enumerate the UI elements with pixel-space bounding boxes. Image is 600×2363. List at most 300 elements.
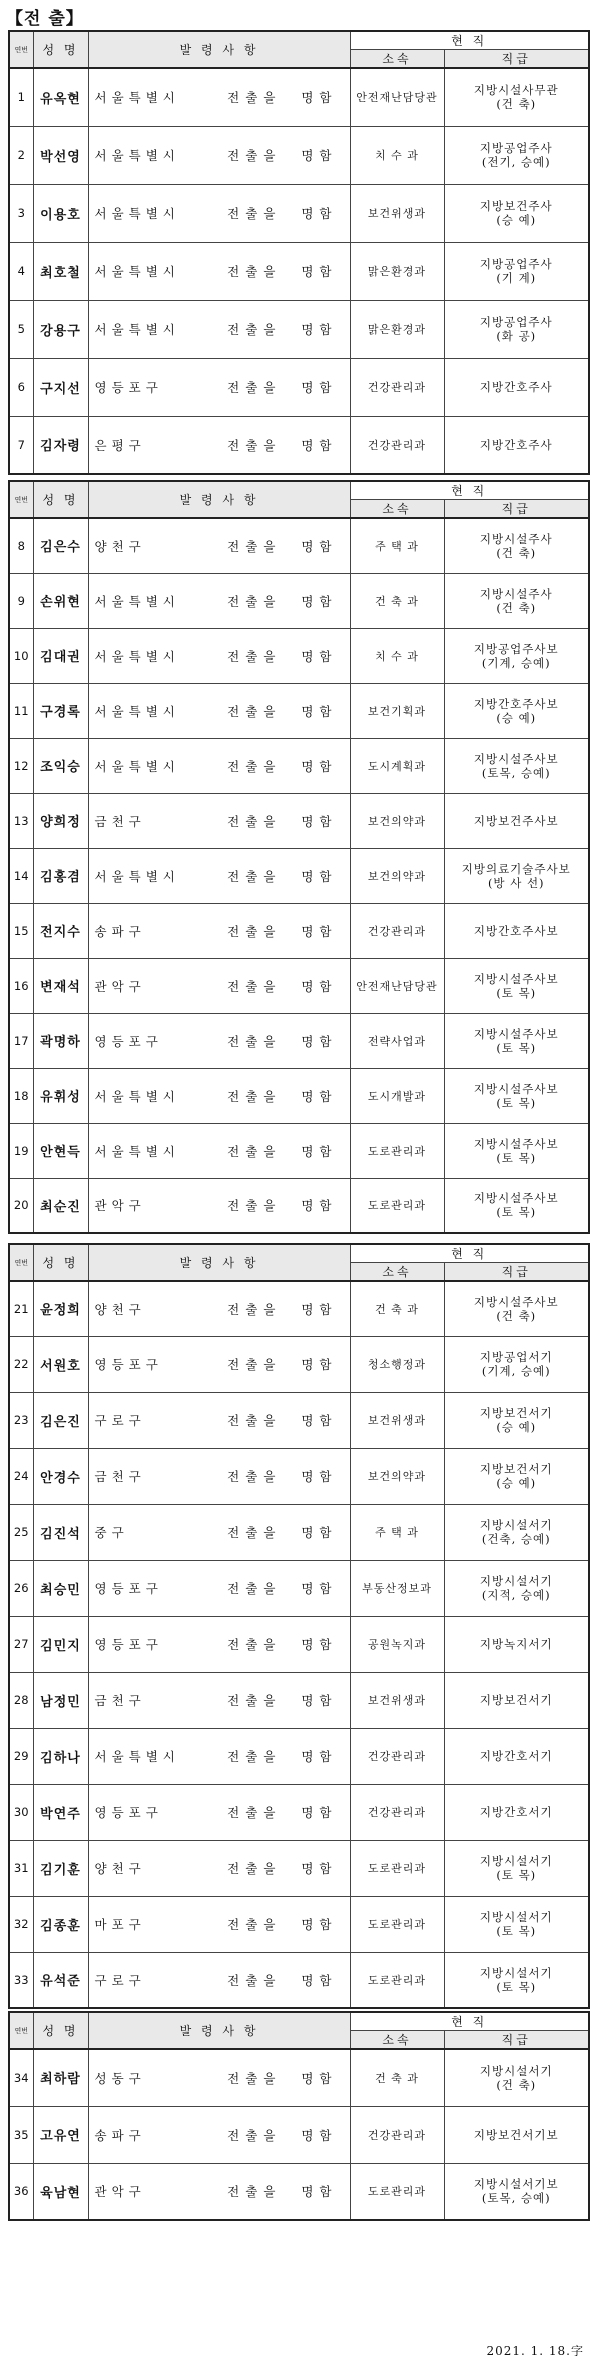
row-number: 19 <box>9 1123 33 1178</box>
table-row <box>9 68 589 126</box>
row-number: 23 <box>9 1392 33 1448</box>
table-row <box>9 126 589 184</box>
order-action: 전출을 명함 <box>227 1581 338 1596</box>
order-action: 전출을 명함 <box>227 703 338 719</box>
grade-title: 지방보건주사 <box>479 199 553 213</box>
order-action: 전출을 명함 <box>227 264 338 279</box>
person-name: 김기훈 <box>33 1840 88 1896</box>
current-grade <box>444 1392 589 1448</box>
current-grade <box>444 1896 589 1952</box>
row-number: 26 <box>9 1560 33 1616</box>
order-district: 서울특별시 <box>94 322 180 337</box>
order-action: 전출을 명함 <box>227 1525 338 1540</box>
row-number: 32 <box>9 1896 33 1952</box>
grade-title: 지방시설주사보 <box>473 1191 559 1206</box>
current-grade <box>444 242 589 300</box>
order-cell <box>88 68 350 126</box>
order-action: 전출을 명함 <box>227 1749 338 1764</box>
row-number: 29 <box>9 1728 33 1784</box>
header-grade: 직급 <box>444 50 589 69</box>
current-grade <box>444 416 589 474</box>
person-name: 최하람 <box>33 2049 88 2106</box>
person-name: 양희정 <box>33 793 88 848</box>
order-district: 관악구 <box>94 1198 146 1214</box>
grade-title: 지방공업주사 <box>479 257 553 271</box>
grade-title: 지방보건서기 <box>479 1462 553 1476</box>
row-number: 8 <box>9 518 33 573</box>
current-grade <box>444 1178 589 1233</box>
order-district: 구로구 <box>94 1413 146 1428</box>
order-cell <box>88 738 350 793</box>
row-number: 27 <box>9 1616 33 1672</box>
order-action: 전출을 명함 <box>227 437 338 453</box>
order-district: 서울특별시 <box>94 648 180 664</box>
table-row <box>9 1448 589 1504</box>
header-current: 현 직 <box>350 2012 589 2031</box>
order-cell <box>88 958 350 1013</box>
table-row <box>9 848 589 903</box>
header-grade: 직급 <box>444 500 589 519</box>
row-number: 34 <box>9 2049 33 2106</box>
grade-title: 지방시설서기 <box>479 1854 553 1868</box>
current-grade <box>444 903 589 958</box>
person-name: 김홍겸 <box>33 848 88 903</box>
order-cell <box>88 573 350 628</box>
header-order: 발 령 사 항 <box>88 1244 350 1281</box>
order-cell <box>88 242 350 300</box>
person-name: 최순진 <box>33 1178 88 1233</box>
order-district: 서울특별시 <box>94 593 180 609</box>
grade-specialty: (토 목) <box>496 985 537 1000</box>
order-cell <box>88 1178 350 1233</box>
grade-title: 지방시설사무관 <box>473 83 559 98</box>
grade-title: 지방의료기술주사보 <box>461 861 571 876</box>
table-row <box>9 184 589 242</box>
table-row <box>9 628 589 683</box>
row-number: 36 <box>9 2163 33 2220</box>
current-dept: 안전재난담당관 <box>350 68 444 126</box>
grade-specialty: (토 목) <box>496 1205 537 1220</box>
current-dept: 안전재난담당관 <box>350 958 444 1013</box>
order-cell <box>88 1728 350 1784</box>
order-district: 영등포구 <box>94 1033 163 1049</box>
current-grade <box>444 848 589 903</box>
grade-specialty: (건축, 승예) <box>481 1532 551 1546</box>
header-dept: 소속 <box>350 1263 444 1282</box>
order-action: 전출을 명함 <box>227 1143 338 1159</box>
current-dept: 보건위생과 <box>350 1672 444 1728</box>
header-name: 성 명 <box>33 31 88 68</box>
header-grade: 직급 <box>444 1263 589 1282</box>
current-grade <box>444 1952 589 2008</box>
order-district: 관악구 <box>94 2184 146 2200</box>
person-name: 김은수 <box>33 518 88 573</box>
order-district: 금천구 <box>94 1469 146 1484</box>
grade-specialty: (기 계) <box>496 271 537 285</box>
table-row <box>9 2106 589 2163</box>
header-name: 성 명 <box>33 2012 88 2049</box>
order-cell <box>88 2106 350 2163</box>
current-dept: 도로관리과 <box>350 2163 444 2220</box>
table-row <box>9 1784 589 1840</box>
current-dept: 공원녹지과 <box>350 1616 444 1672</box>
header-order: 발 령 사 항 <box>88 31 350 68</box>
person-name: 유휘성 <box>33 1068 88 1123</box>
order-cell <box>88 628 350 683</box>
table-row <box>9 1013 589 1068</box>
table-row <box>9 242 589 300</box>
table-row <box>9 300 589 358</box>
order-action: 전출을 명함 <box>227 2184 338 2200</box>
order-district: 양천구 <box>94 1861 146 1876</box>
order-action: 전출을 명함 <box>227 1637 338 1652</box>
header-order: 발 령 사 항 <box>88 2012 350 2049</box>
current-grade <box>444 1281 589 1336</box>
grade-specialty: (승 예) <box>496 1420 537 1434</box>
order-district: 관악구 <box>94 978 146 994</box>
current-dept: 보건위생과 <box>350 1392 444 1448</box>
order-cell <box>88 1336 350 1392</box>
order-action: 전출을 명함 <box>227 90 338 106</box>
table-row <box>9 1840 589 1896</box>
order-cell <box>88 416 350 474</box>
person-name: 곽명하 <box>33 1013 88 1068</box>
row-number: 35 <box>9 2106 33 2163</box>
order-action: 전출을 명함 <box>227 978 338 994</box>
row-number: 3 <box>9 184 33 242</box>
header-order: 발 령 사 항 <box>88 481 350 518</box>
table-row <box>9 518 589 573</box>
table-row <box>9 958 589 1013</box>
order-action: 전출을 명함 <box>227 648 338 664</box>
person-name: 박연주 <box>33 1784 88 1840</box>
current-dept: 도로관리과 <box>350 1896 444 1952</box>
grade-specialty: (토목, 승예) <box>481 765 551 780</box>
person-name: 강용구 <box>33 300 88 358</box>
person-name: 김자령 <box>33 416 88 474</box>
person-name: 김민지 <box>33 1616 88 1672</box>
current-grade <box>444 628 589 683</box>
table-row <box>9 1281 589 1336</box>
order-action: 전출을 명함 <box>227 1088 338 1104</box>
current-grade <box>444 2163 589 2220</box>
table-row <box>9 2049 589 2106</box>
issue-date: 2021. 1. 18.字 <box>486 2344 584 2358</box>
order-district: 서울특별시 <box>94 703 180 719</box>
grade-specialty: (토 목) <box>496 1924 537 1938</box>
current-grade <box>444 68 589 126</box>
person-name: 이용호 <box>33 184 88 242</box>
grade-title: 지방간호서기 <box>479 1805 553 1819</box>
order-district: 영등포구 <box>94 1581 163 1596</box>
order-action: 전출을 명함 <box>227 1917 338 1932</box>
row-number: 7 <box>9 416 33 474</box>
transfer-table-2 <box>8 480 588 1234</box>
order-district: 서울특별시 <box>94 90 180 106</box>
grade-specialty: (토 목) <box>496 1095 537 1110</box>
order-action: 전출을 명함 <box>227 2127 338 2143</box>
order-district: 중구 <box>94 1525 129 1540</box>
order-action: 전출을 명함 <box>227 868 338 884</box>
order-action: 전출을 명함 <box>227 1693 338 1708</box>
table-row <box>9 683 589 738</box>
grade-specialty: (승 예) <box>496 1476 537 1490</box>
order-cell <box>88 358 350 416</box>
header-current: 현 직 <box>350 31 589 50</box>
current-grade <box>444 1448 589 1504</box>
order-cell <box>88 1896 350 1952</box>
current-grade <box>444 184 589 242</box>
grade-title: 지방시설서기 <box>479 2063 553 2078</box>
order-cell <box>88 1840 350 1896</box>
current-dept: 부동산정보과 <box>350 1560 444 1616</box>
table-row <box>9 1336 589 1392</box>
order-cell <box>88 793 350 848</box>
order-action: 전출을 명함 <box>227 380 338 395</box>
current-grade <box>444 573 589 628</box>
grade-title: 지방시설주사 <box>479 531 553 546</box>
current-grade <box>444 1013 589 1068</box>
current-grade <box>444 518 589 573</box>
grade-title: 지방시설서기 <box>479 1910 553 1924</box>
order-cell <box>88 1448 350 1504</box>
order-cell <box>88 1068 350 1123</box>
grade-specialty: (토 목) <box>496 1150 537 1165</box>
order-district: 서울특별시 <box>94 1749 180 1764</box>
order-district: 마포구 <box>94 1917 146 1932</box>
person-name: 손위현 <box>33 573 88 628</box>
table-row <box>9 1728 589 1784</box>
person-name: 김은진 <box>33 1392 88 1448</box>
table-row <box>9 1123 589 1178</box>
order-cell <box>88 126 350 184</box>
row-number: 24 <box>9 1448 33 1504</box>
table-row <box>9 738 589 793</box>
grade-specialty: (기계, 승예) <box>481 1364 551 1378</box>
current-dept: 건 축 과 <box>350 2049 444 2106</box>
order-action: 전출을 명함 <box>227 1301 338 1317</box>
row-number: 9 <box>9 573 33 628</box>
order-cell <box>88 1616 350 1672</box>
grade-title: 지방녹지서기 <box>479 1637 553 1651</box>
order-cell <box>88 184 350 242</box>
grade-specialty: (지적, 승예) <box>481 1588 551 1602</box>
header-name: 성 명 <box>33 1244 88 1281</box>
person-name: 박선영 <box>33 126 88 184</box>
person-name: 안현득 <box>33 1123 88 1178</box>
person-name: 최호철 <box>33 242 88 300</box>
grade-specialty: (기계, 승예) <box>481 655 551 670</box>
current-dept: 전략사업과 <box>350 1013 444 1068</box>
current-dept: 맑은환경과 <box>350 242 444 300</box>
grade-title: 지방시설주사보 <box>473 1294 559 1309</box>
person-name: 유석준 <box>33 1952 88 2008</box>
transfer-table <box>8 480 590 1234</box>
grade-specialty: (건 축) <box>496 97 537 112</box>
table-row <box>9 1560 589 1616</box>
order-cell <box>88 848 350 903</box>
current-grade <box>444 1672 589 1728</box>
grade-title: 지방시설주사보 <box>473 971 559 986</box>
order-cell <box>88 300 350 358</box>
transfer-table <box>8 30 590 475</box>
grade-specialty: (건 축) <box>496 1308 537 1323</box>
current-dept: 건강관리과 <box>350 2106 444 2163</box>
person-name: 유옥현 <box>33 68 88 126</box>
table-row <box>9 1178 589 1233</box>
row-number: 20 <box>9 1178 33 1233</box>
row-number: 11 <box>9 683 33 738</box>
order-district: 양천구 <box>94 1301 146 1317</box>
order-district: 서울특별시 <box>94 206 180 221</box>
order-action: 전출을 명함 <box>227 1198 338 1214</box>
grade-specialty: (토 목) <box>496 1868 537 1882</box>
row-number: 16 <box>9 958 33 1013</box>
table-row <box>9 1504 589 1560</box>
current-dept: 도로관리과 <box>350 1840 444 1896</box>
row-number: 1 <box>9 68 33 126</box>
order-cell <box>88 2049 350 2106</box>
grade-title: 지방시설주사보 <box>473 1136 559 1151</box>
current-dept: 보건기획과 <box>350 683 444 738</box>
grade-title: 지방간호주사 <box>479 437 553 452</box>
order-action: 전출을 명함 <box>227 1469 338 1484</box>
header-dept: 소속 <box>350 2031 444 2050</box>
order-action: 전출을 명함 <box>227 148 338 163</box>
header-dept: 소속 <box>350 500 444 519</box>
transfer-table-4 <box>8 2011 588 2221</box>
person-name: 윤정희 <box>33 1281 88 1336</box>
current-dept: 건강관리과 <box>350 1784 444 1840</box>
header-current: 현 직 <box>350 1244 589 1263</box>
order-cell <box>88 1504 350 1560</box>
header-dept: 소속 <box>350 50 444 69</box>
grade-specialty: (토 목) <box>496 1040 537 1055</box>
table-row <box>9 573 589 628</box>
header-no: 연번 <box>9 2012 33 2049</box>
current-dept: 치 수 과 <box>350 126 444 184</box>
person-name: 안경수 <box>33 1448 88 1504</box>
row-number: 10 <box>9 628 33 683</box>
grade-title: 지방시설주사보 <box>473 751 559 766</box>
current-dept: 도로관리과 <box>350 1178 444 1233</box>
person-name: 김진석 <box>33 1504 88 1560</box>
current-grade <box>444 1068 589 1123</box>
current-dept: 건강관리과 <box>350 903 444 958</box>
current-grade <box>444 1504 589 1560</box>
current-dept: 도로관리과 <box>350 1952 444 2008</box>
current-dept: 도로관리과 <box>350 1123 444 1178</box>
order-cell <box>88 1672 350 1728</box>
grade-title: 지방간호서기 <box>479 1749 553 1763</box>
current-grade <box>444 1616 589 1672</box>
order-cell <box>88 1392 350 1448</box>
person-name: 변재석 <box>33 958 88 1013</box>
row-number: 21 <box>9 1281 33 1336</box>
current-dept: 건강관리과 <box>350 358 444 416</box>
order-action: 전출을 명함 <box>227 2070 338 2086</box>
row-number: 28 <box>9 1672 33 1728</box>
current-grade <box>444 958 589 1013</box>
current-grade <box>444 1840 589 1896</box>
table-row <box>9 416 589 474</box>
current-grade <box>444 683 589 738</box>
order-district: 서울특별시 <box>94 264 180 279</box>
grade-specialty: (건 축) <box>496 2077 537 2092</box>
order-action: 전출을 명함 <box>227 538 338 554</box>
order-district: 금천구 <box>94 1693 146 1708</box>
grade-specialty: (건 축) <box>496 600 537 615</box>
grade-title: 지방시설주사보 <box>473 1026 559 1041</box>
current-grade <box>444 300 589 358</box>
grade-title: 지방시설서기 <box>479 1518 553 1532</box>
transfer-table-1 <box>8 30 588 475</box>
grade-title: 지방공업주사보 <box>473 641 559 656</box>
order-district: 영등포구 <box>94 1805 163 1820</box>
order-action: 전출을 명함 <box>227 1805 338 1820</box>
order-district: 영등포구 <box>94 1637 163 1652</box>
order-district: 은평구 <box>94 437 146 453</box>
row-number: 6 <box>9 358 33 416</box>
grade-specialty: (승 예) <box>496 213 537 227</box>
order-cell <box>88 518 350 573</box>
header-no: 연번 <box>9 31 33 68</box>
person-name: 서원호 <box>33 1336 88 1392</box>
current-grade <box>444 1784 589 1840</box>
person-name: 고유연 <box>33 2106 88 2163</box>
row-number: 18 <box>9 1068 33 1123</box>
person-name: 조익승 <box>33 738 88 793</box>
grade-specialty: (토 목) <box>496 1979 537 1994</box>
grade-title: 지방간호주사 <box>479 380 553 394</box>
table-row <box>9 1896 589 1952</box>
person-name: 구지선 <box>33 358 88 416</box>
order-district: 구로구 <box>94 1972 146 1988</box>
order-action: 전출을 명함 <box>227 1357 338 1372</box>
person-name: 최승민 <box>33 1560 88 1616</box>
current-dept: 맑은환경과 <box>350 300 444 358</box>
order-district: 송파구 <box>94 2127 146 2143</box>
order-district: 서울특별시 <box>94 758 180 774</box>
grade-title: 지방시설서기 <box>479 1965 553 1980</box>
grade-specialty: (승 예) <box>496 710 537 725</box>
row-number: 13 <box>9 793 33 848</box>
order-action: 전출을 명함 <box>227 322 338 337</box>
current-dept: 보건위생과 <box>350 184 444 242</box>
order-district: 영등포구 <box>94 380 163 395</box>
order-cell <box>88 1952 350 2008</box>
grade-title: 지방간호주사보 <box>473 696 559 711</box>
grade-title: 지방공업주사 <box>479 141 553 155</box>
order-action: 전출을 명함 <box>227 813 338 829</box>
order-action: 전출을 명함 <box>227 1972 338 1988</box>
order-action: 전출을 명함 <box>227 1413 338 1428</box>
table-row <box>9 793 589 848</box>
row-number: 31 <box>9 1840 33 1896</box>
current-dept: 보건의약과 <box>350 793 444 848</box>
table-row <box>9 1616 589 1672</box>
current-grade <box>444 358 589 416</box>
grade-specialty: (화 공) <box>496 329 537 343</box>
order-cell <box>88 1013 350 1068</box>
current-dept: 도시계획과 <box>350 738 444 793</box>
person-name: 구경록 <box>33 683 88 738</box>
grade-title: 지방시설주사 <box>479 586 553 601</box>
grade-title: 지방보건서기 <box>479 1693 553 1707</box>
current-dept: 건강관리과 <box>350 1728 444 1784</box>
person-name: 육남현 <box>33 2163 88 2220</box>
grade-title: 지방보건서기 <box>479 1406 553 1420</box>
